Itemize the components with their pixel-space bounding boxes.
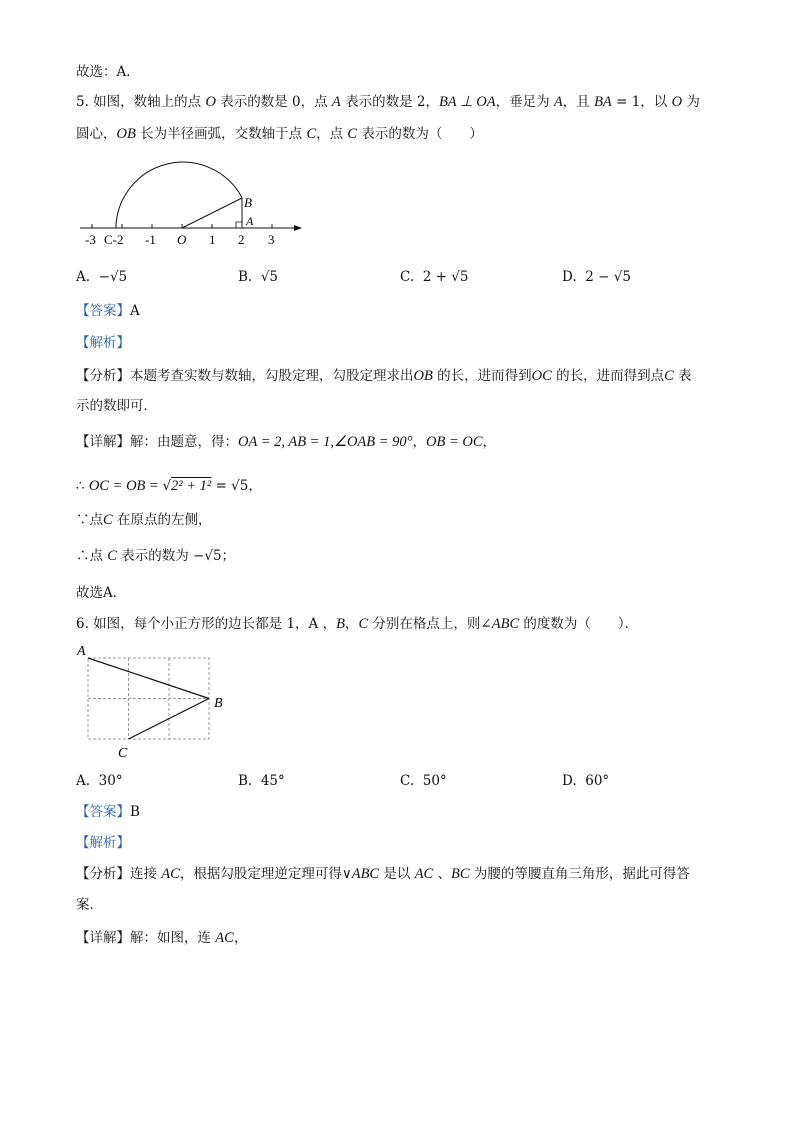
text-line: 故选：A． (76, 64, 140, 80)
grid-figure (74, 642, 234, 762)
tick-label: -3 (85, 232, 96, 247)
point-label-b: B (244, 195, 252, 210)
q5-option-c[interactable]: C. 2 + √5 (400, 269, 469, 285)
analysis-5-heading: 【解析】 (76, 335, 130, 351)
point-label-b: B (214, 696, 223, 711)
tick-label: 3 (268, 232, 275, 247)
tick-label: O (177, 232, 187, 247)
detail-6-line-1: 【详解】解：如图，连 AC， (76, 930, 248, 946)
answer-5: 【答案】A (76, 303, 140, 319)
q6-option-d[interactable]: D. 60° (562, 773, 610, 789)
detail-5-line-3: ∵点C 在原点的左侧， (76, 512, 212, 528)
analysis-6-heading: 【解析】 (76, 835, 130, 851)
analysis-6-line-2: 案． (76, 897, 103, 913)
tick-label: 2 (238, 232, 245, 247)
question-6-line-1: 6. 如图，每个小正方形的边长都是 1，A ，B，C 分别在格点上，则∠ABC 的度数为（ ）． (76, 616, 639, 632)
q6-option-a[interactable]: A. 30° (76, 773, 123, 789)
q5-option-b[interactable]: B. √5 (238, 269, 279, 285)
q5-option-a[interactable]: A. −√5 (76, 269, 128, 285)
detail-5-line-2: ∴ OC = OB = √2² + 1² = √5， (76, 478, 262, 494)
analysis-5-line-2: 示的数即可． (76, 398, 157, 414)
q6-option-c[interactable]: C. 50° (400, 773, 447, 789)
tick-label: -1 (145, 232, 156, 247)
detail-5-line-1: 【详解】解：由题意，得：OA = 2, AB = 1,∠OAB = 90°，OB = OC， (76, 434, 496, 450)
q6-option-b[interactable]: B. 45° (238, 773, 285, 789)
point-label-a: A (77, 644, 86, 659)
detail-5-line-4: ∴点 C 表示的数为 −√5； (76, 548, 236, 564)
question-5-line-1: 5. 如图，数轴上的点 O 表示的数是 0，点 A 表示的数是 2，BA ⊥ OA，垂足为 A，且 BA = 1，以 O 为 (76, 94, 700, 110)
number-line-figure (76, 155, 316, 250)
text-line: 故选A． (76, 585, 127, 601)
analysis-5-line-1: 【分析】本题考查实数与数轴，勾股定理，勾股定理求出OB 的长，进而得到OC 的长，进而得到点C 表 (76, 368, 692, 384)
question-5-line-2: 圆心，OB 长为半径画弧，交数轴于点 C，点 C 表示的数为（ ） (76, 126, 483, 142)
answer-6: 【答案】B (76, 804, 140, 820)
point-label-c: C (118, 746, 128, 761)
point-label-a: A (246, 214, 254, 228)
q5-option-d[interactable]: D. 2 − √5 (562, 269, 631, 285)
tick-label: C-2 (104, 232, 124, 247)
tick-label: 1 (209, 232, 216, 247)
analysis-6-line-1: 【分析】连接 AC，根据勾股定理逆定理可得∨ABC 是以 AC 、BC 为腰的等腰直角三角形，据此可得答 (76, 866, 690, 882)
